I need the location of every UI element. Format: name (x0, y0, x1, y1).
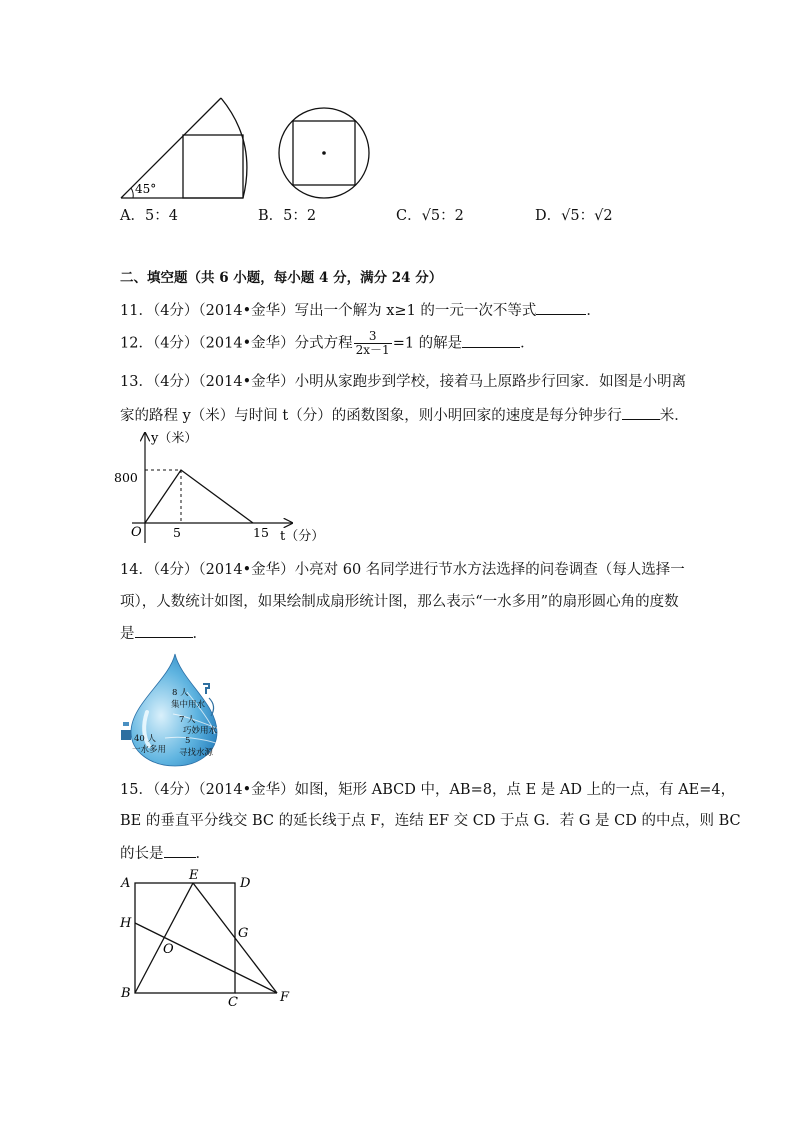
label-d: D (240, 876, 251, 891)
origin-label: O (131, 525, 142, 540)
label-b: B (121, 986, 131, 1001)
option-b: B．5：2 (258, 208, 317, 224)
answer-blank (462, 333, 520, 348)
section-heading: 二、填空题（共 6 小题，每小题 4 分，满分 24 分） (120, 270, 443, 286)
q13-distance-time-chart (110, 425, 330, 545)
drop-a-label: 集中用水 (171, 700, 206, 710)
answer-blank (536, 300, 586, 315)
question-15-line2: BE 的垂直平分线交 BC 的延长线于点 F，连结 EF 交 CD 于点 G．若 G 是 CD 的中点，则 BC (120, 813, 741, 829)
drop-b-label: 巧妙用水 (183, 726, 218, 736)
question-15-line1: 15．（4分）（2014•金华）如图，矩形 ABCD 中，AB=8，点 E 是 AD 上的一点，有 AE=4， (120, 782, 736, 798)
distance-line (145, 470, 253, 523)
answer-blank (164, 843, 196, 858)
question-14-line2: 项），人数统计如图，如果绘制成扇形统计图，那么表示“一水多用”的扇形圆心角的度数 (120, 594, 679, 610)
fraction: $\frac{3}{2x-1}$ (355, 329, 390, 357)
rectangle-geometry-figure (115, 866, 300, 1011)
option-a: A．5：4 (120, 208, 178, 224)
label-h: H (120, 916, 132, 931)
drop-c-count: 40 人 (134, 734, 157, 744)
label-a: A (121, 876, 131, 891)
drop-a-count: 8 人 (172, 688, 189, 698)
question-15-line3: 的长是 ． (120, 843, 210, 864)
question-13-line2: 家的路程 y（米）与时间 t（分）的函数图象，则小明回家的速度是每分钟步行 米． (120, 405, 689, 426)
y-axis-label: y（米） (151, 431, 198, 446)
option-d: D．√5：√2 (535, 208, 613, 224)
question-12: 12．（4分）（2014•金华）分式方程 $\frac{3}{2x-1}$ =1 的解是 ． (120, 329, 535, 357)
answer-blank (622, 405, 660, 420)
drop-d-count: 5 (185, 736, 191, 746)
label-f: F (280, 990, 290, 1005)
label-e: E (189, 868, 199, 883)
label-o: O (163, 942, 174, 957)
question-13-line1: 13．（4分）（2014•金华）小明从家跑步到学校，接着马上原路步行回家．如图是小明离 (120, 374, 687, 390)
x-tick-15: 15 (253, 525, 269, 540)
x-axis-label: t（分） (280, 529, 325, 544)
question-14-line3: 是 ． (120, 623, 207, 644)
answer-blank (135, 623, 193, 638)
bucket-icon (121, 730, 131, 740)
faucet-icon (203, 684, 209, 694)
option-c: C．√5：2 (396, 208, 464, 224)
y-tick-800: 800 (114, 470, 138, 485)
x-tick-5: 5 (173, 525, 181, 540)
segment-hf (135, 923, 277, 993)
angle-label: 45° (135, 182, 157, 196)
question-11: 11．（4分）（2014•金华）写出一个解为 x≥1 的一元一次不等式 ． (120, 300, 601, 321)
label-g: G (238, 926, 249, 941)
q10-figure-circle-square (274, 104, 374, 202)
question-14-line1: 14．（4分）（2014•金华）小亮对 60 名同学进行节水方法选择的问卷调查（每人选择一 (120, 562, 685, 578)
water-drop-chart (117, 652, 237, 768)
drop-c-label: 一水多用 (132, 745, 167, 755)
label-c: C (228, 995, 238, 1010)
q10-figure-sector-square (115, 92, 265, 202)
drop-d-label: 寻找水源 (179, 748, 214, 758)
drop-b-count: 7 人 (179, 715, 196, 725)
